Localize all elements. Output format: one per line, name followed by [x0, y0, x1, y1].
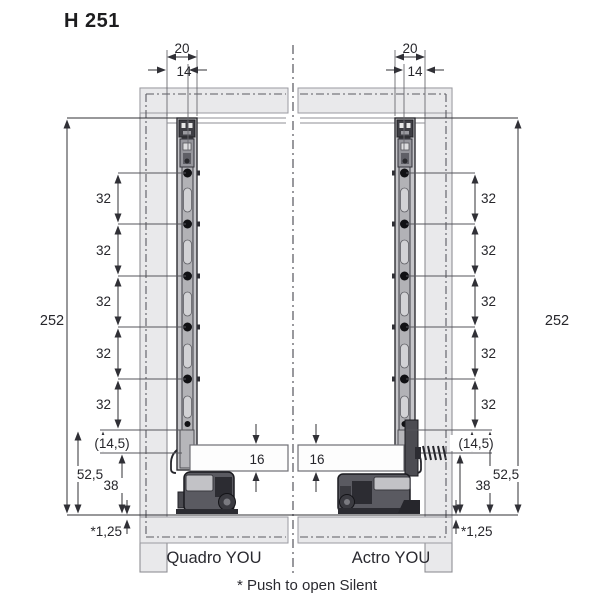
label-actro-you: Actro YOU	[351, 549, 431, 567]
dim-14-5-left: (14,5)	[94, 436, 130, 451]
drawer-bottom-board	[190, 445, 404, 471]
dim-14-right: 14	[407, 64, 423, 79]
drawing-title: H 251	[64, 10, 120, 32]
dim-38-left: 38	[103, 478, 119, 493]
cap-detail	[189, 123, 193, 128]
runner-block	[374, 477, 410, 490]
dim-14-5-right: (14,5)	[458, 436, 494, 451]
dim-1-25-left: *1,25	[90, 524, 122, 539]
dim-52-5-left: 52,5	[76, 467, 104, 482]
footnote-push-to-open: * Push to open Silent	[236, 577, 378, 594]
dim-32: 32	[481, 397, 497, 412]
dim-32: 32	[95, 191, 111, 206]
runner-block	[186, 475, 213, 491]
profile-slot	[184, 292, 192, 316]
profile-slot	[184, 344, 192, 368]
dim-52-5-right: 52,5	[492, 467, 520, 482]
cabinet-bottom-panel-right	[298, 517, 452, 543]
dim-32: 32	[95, 243, 111, 258]
dim-32: 32	[481, 346, 497, 361]
top-reference-lines	[167, 118, 425, 123]
dim-32: 32	[95, 294, 111, 309]
dim-16-left: 16	[249, 452, 265, 467]
cabinet-bottom-panel-left	[140, 517, 288, 543]
cabinet-right-side-panel	[425, 88, 452, 572]
dim-32: 32	[481, 243, 497, 258]
dim-252-left: 252	[39, 313, 65, 329]
label-quadro-you: Quadro YOU	[166, 549, 262, 567]
profile-slot	[184, 396, 192, 418]
cabinet-top-panel-right	[298, 88, 452, 113]
dim-1-25-right: *1,25	[461, 524, 493, 539]
dim-32: 32	[481, 191, 497, 206]
dim-20-left: 20	[174, 41, 190, 56]
cap-detail	[183, 131, 191, 135]
clip-detail	[183, 143, 191, 150]
profile-slot	[184, 240, 192, 264]
cabinet-top-panel-left	[140, 88, 288, 113]
runner-wheel-hub	[224, 499, 231, 506]
cap-detail	[182, 123, 186, 128]
profile-face	[182, 138, 193, 440]
runner-foot	[176, 509, 238, 514]
runner-wheel-hub	[344, 499, 350, 505]
clip-detail	[185, 159, 190, 164]
dim-32: 32	[481, 294, 497, 309]
quadro-runner-mechanism	[176, 472, 238, 514]
profile-slot	[184, 188, 192, 212]
cabinet-left-side-panel	[140, 88, 167, 572]
dim-32: 32	[95, 397, 111, 412]
dim-14-left: 14	[176, 64, 192, 79]
dim-38-right: 38	[475, 478, 491, 493]
drawer-profile-left	[171, 118, 200, 473]
dim-252-right: 252	[544, 313, 570, 329]
dim-32: 32	[95, 346, 111, 361]
runner-latch	[352, 481, 372, 504]
dim-16-right: 16	[309, 452, 325, 467]
dim-20-right: 20	[402, 41, 418, 56]
